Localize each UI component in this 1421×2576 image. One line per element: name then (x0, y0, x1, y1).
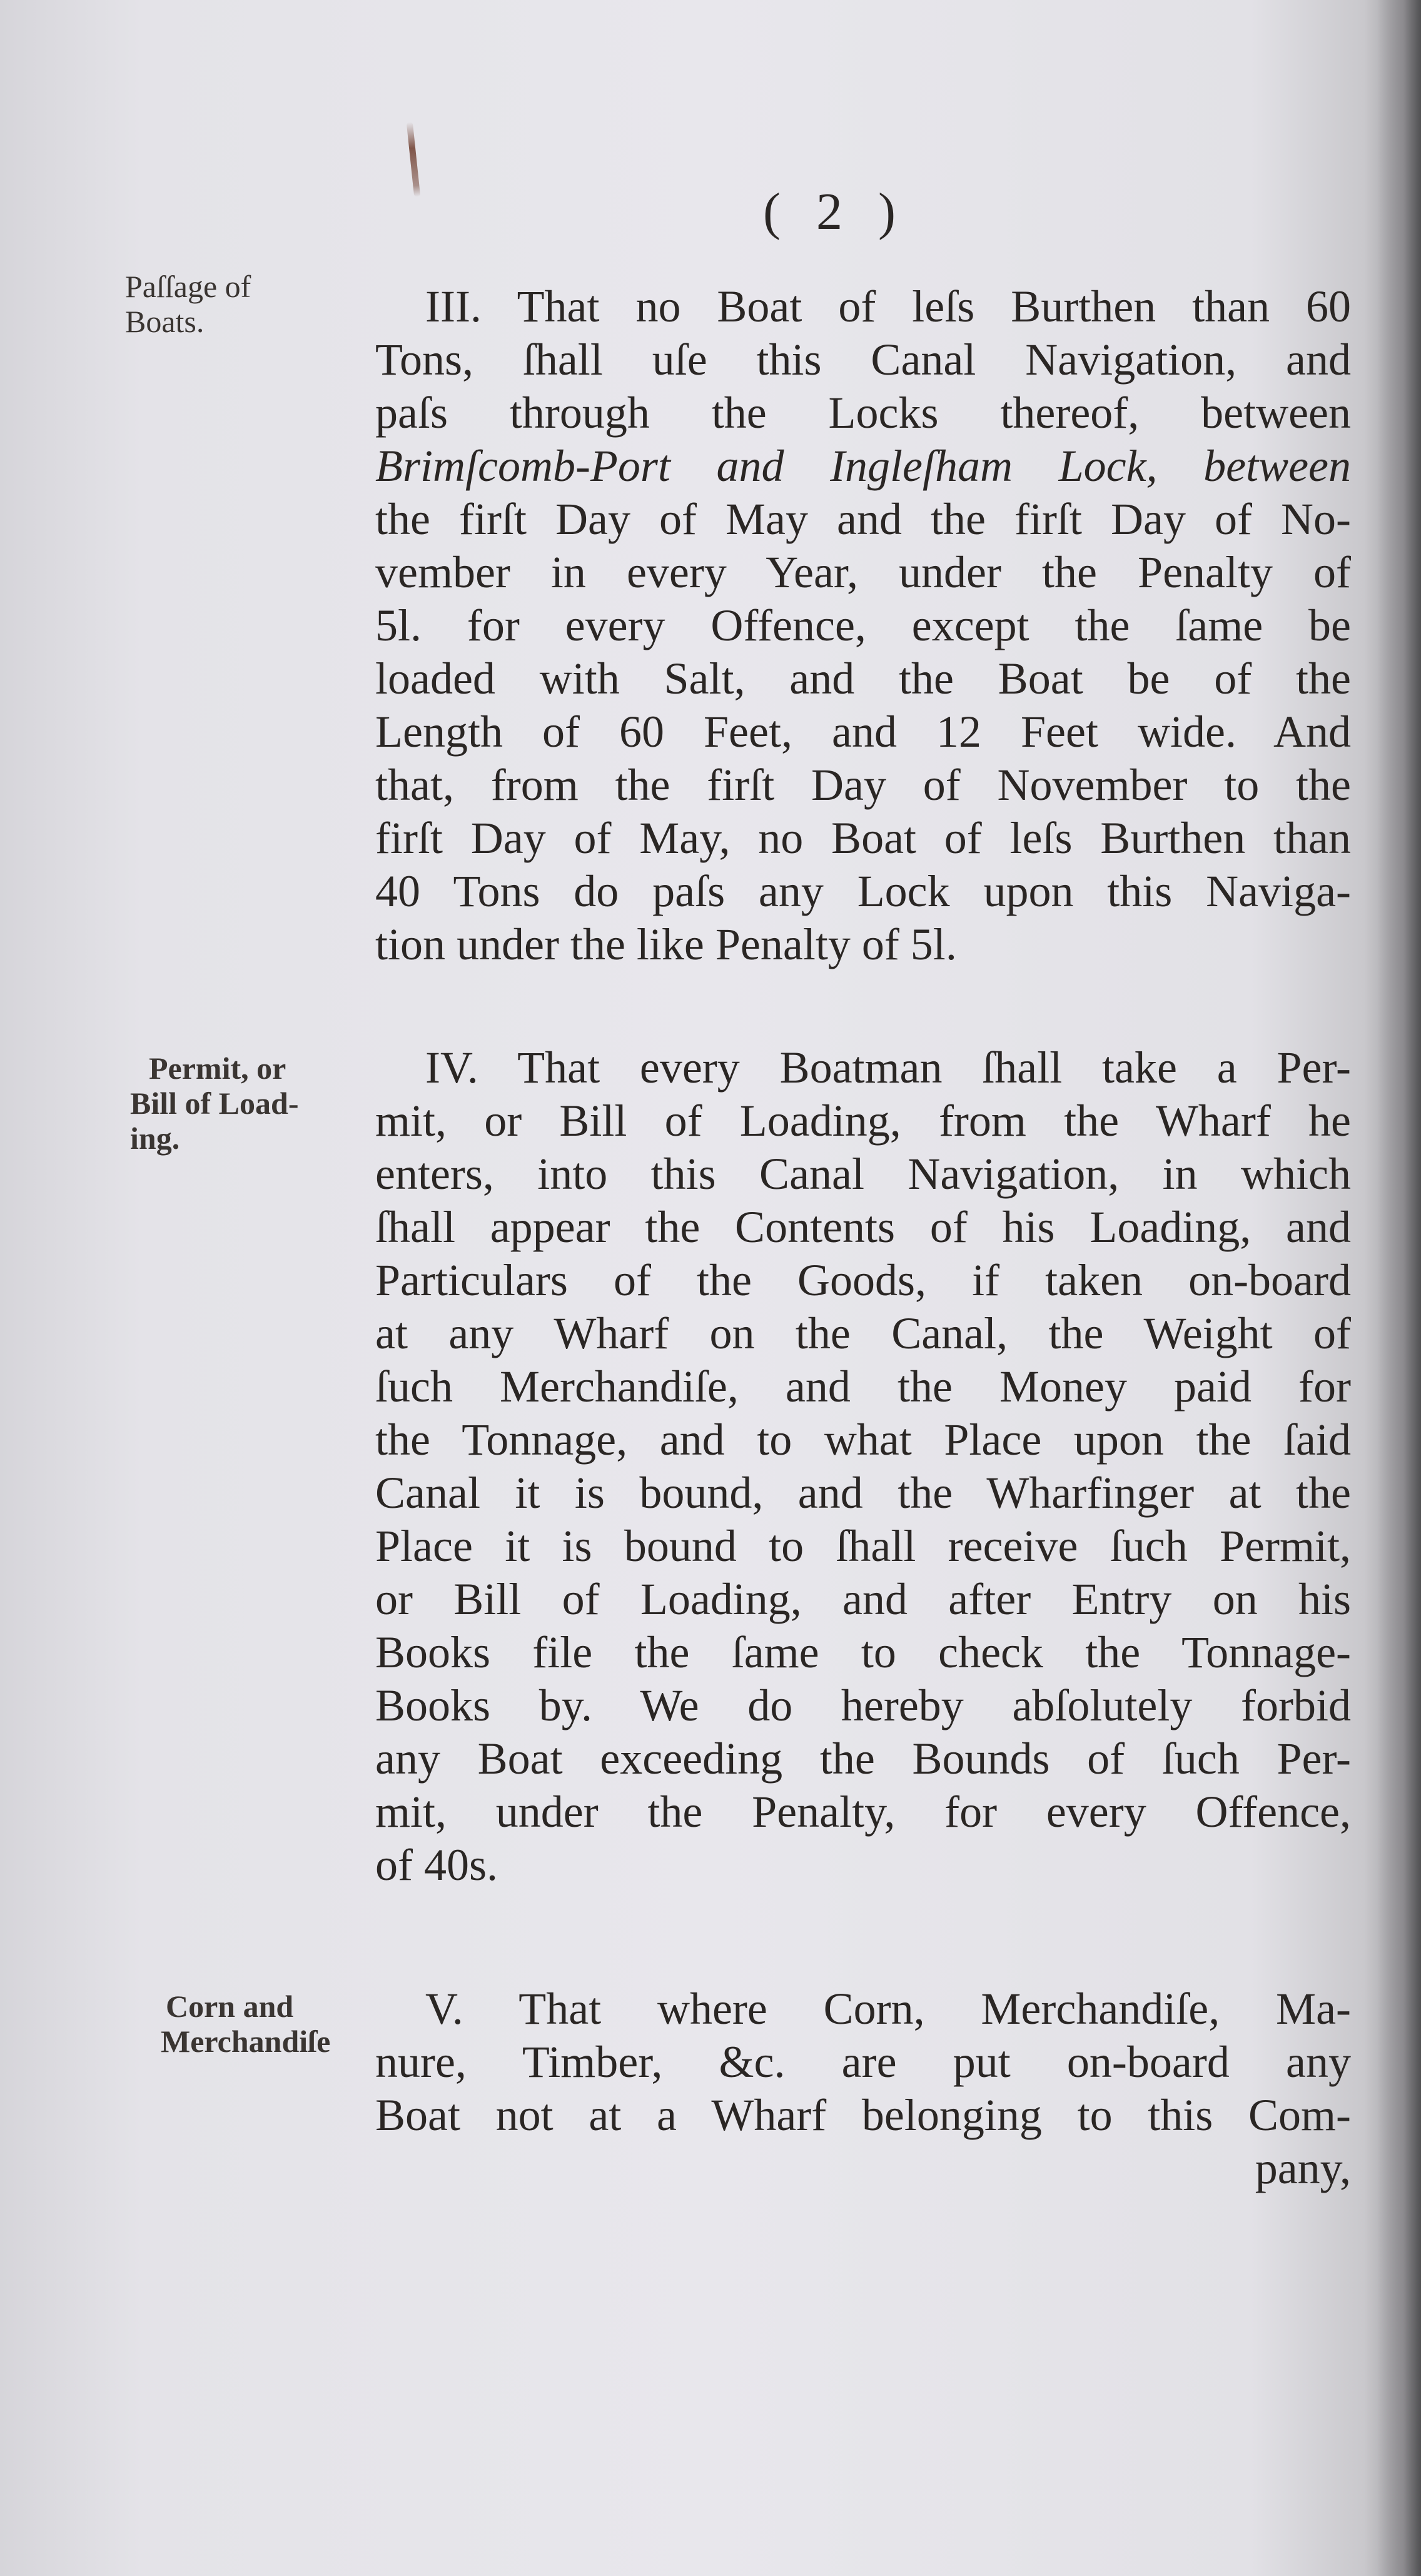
text-line: Canal it is bound, and the Wharfinger at the (375, 1468, 1351, 1518)
text-line: the firſt Day of May and the firſt Day of No- (375, 494, 1351, 544)
text-line: Particulars of the Goods, if taken on-board (375, 1255, 1351, 1305)
margin-note-line: Boats. (125, 304, 205, 339)
page-number: ( 2 ) (763, 183, 907, 241)
text-line: any Boat exceeding the Bounds of ſuch Per- (375, 1734, 1351, 1784)
text-line: ſhall appear the Contents of his Loading, and (375, 1202, 1351, 1252)
text-line: ſuch Merchandiſe, and the Money paid for (375, 1361, 1351, 1412)
text-line: or Bill of Loading, and after Entry on his (375, 1574, 1351, 1624)
section-iii (375, 280, 1351, 971)
text-line: nure, Timber, &c. are put on-board any (375, 2037, 1351, 2087)
text-line: at any Wharf on the Canal, the Weight of (375, 1308, 1351, 1358)
text-line: Place it is bound to ſhall receive ſuch Permit, (375, 1521, 1351, 1571)
text-line: mit, under the Penalty, for every Offence, (375, 1787, 1351, 1837)
margin-note-line: Permit, or (149, 1051, 286, 1086)
text-line: that, from the firſt Day of November to the (375, 760, 1351, 810)
margin-note-permit (130, 1051, 299, 1156)
text-line: firſt Day of May, no Boat of leſs Burthen than (375, 813, 1351, 863)
text-line: Books by. We do hereby abſolutely forbid (375, 1680, 1351, 1730)
text-line: III. That no Boat of leſs Burthen than 60 (425, 281, 1351, 331)
text-line: paſs through the Locks thereof, between (375, 388, 1351, 438)
text-line: pany, (1255, 2143, 1351, 2193)
text-line: enters, into this Canal Navigation, in which (375, 1149, 1351, 1199)
text-line: Length of 60 Feet, and 12 Feet wide. And (375, 707, 1351, 757)
text-line: mit, or Bill of Loading, from the Wharf he (375, 1096, 1351, 1146)
text-line: Brimſcomb-Port and Ingleſham Lock, between (375, 441, 1351, 491)
ink-mark (407, 122, 420, 197)
text-line: Boat not at a Wharf belonging to this Com- (375, 2090, 1351, 2140)
page-gutter-shadow (1377, 0, 1421, 2576)
margin-note-line: Corn and (166, 1989, 294, 2024)
section-v (375, 1983, 1351, 2195)
margin-note-line: Bill of Load- (130, 1086, 299, 1121)
text-line: tion under the like Penalty of 5l. (375, 919, 957, 969)
text-line: Tons, ſhall uſe this Canal Navigation, and (375, 335, 1351, 385)
text-line: IV. That every Boatman ſhall take a Per- (425, 1043, 1351, 1093)
section-iv (375, 1041, 1351, 1892)
text-line: loaded with Salt, and the Boat be of the (375, 654, 1351, 704)
text-line: vember in every Year, under the Penalty of (375, 547, 1351, 597)
margin-note-corn (161, 1989, 331, 2059)
text-line: 5l. for every Offence, except the ſame be (375, 600, 1351, 650)
margin-note-passage (125, 269, 251, 339)
text-line: 40 Tons do paſs any Lock upon this Naviga- (375, 866, 1351, 916)
text-line: Books file the ſame to check the Tonnage- (375, 1627, 1351, 1677)
text-line: V. That where Corn, Merchandiſe, Ma- (425, 1984, 1351, 2034)
margin-note-line: Paſſage of (125, 269, 251, 304)
text-line: of 40s. (375, 1840, 498, 1890)
margin-note-line: Merchandiſe (161, 2024, 331, 2059)
text-line: the Tonnage, and to what Place upon the ſaid (375, 1415, 1351, 1465)
margin-note-line: ing. (130, 1121, 180, 1156)
